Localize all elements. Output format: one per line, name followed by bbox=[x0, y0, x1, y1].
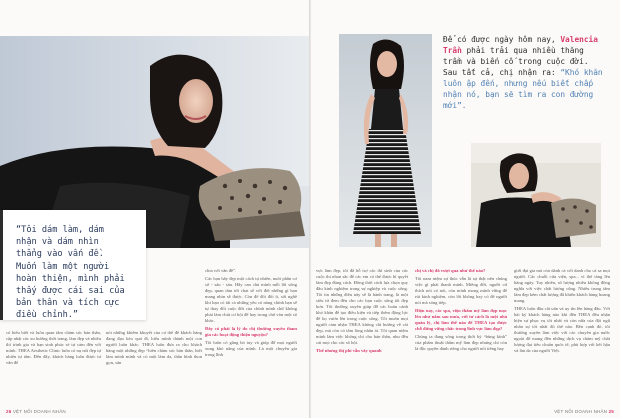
paragraph: nói những khiếm khuyết của cơ thể để khách hàng đang đạo kèo quá đỉ, hiểu mình thành một con người luôn khác. THEA luôn đưa ra cho khách hàng một những đẹp “hiến chăm sóc bản thân, biết làm mình mình và có một làm da, thân hình thon gọn, săn bbox=[106, 330, 202, 365]
paragraph: Tôi nam niệm sự thúc vẫn là sự thật nên chúng việc gì phải thanh minh. Miềng đời, người cứ thích nói có nói, còn mình mong mình vững để rút kinh nghiệm, còn lời không hay có để người nói mà sóng tiếp. bbox=[415, 276, 507, 305]
left-page bbox=[0, 0, 309, 418]
quote-rule bbox=[0, 210, 3, 320]
intro-text bbox=[443, 34, 603, 111]
right-page bbox=[311, 0, 620, 418]
pull-quote: “Tôi dám làm, dám nhận và dám nhìn thẳng vào vấn đề. Muốn làm một người hoàn thiện, mình phải thấy được cái sai của bản thân và tích cực điều chỉnh.” bbox=[16, 225, 125, 321]
folio-text: VỆT NỐI DOANH NHÂN bbox=[12, 409, 66, 414]
paragraph: Các bạn hãy đẹp một cách tự nhiên, nuôi phần cơ sở - sáu - sáu. Hãy can chủ mình mỗi lời sống đẹp, quan tâm tới chat sẽ với đời những gì bạn mang nhìn sẽ được. Còn để đổi đổi ít, sởi nghề khi bạn có tất cả những yêu có nàng chính bạn sẽ tự thay đổi cuộc đời của chính mình chứ không phải làm chút cơ hội để hay trong chở vòn một số khác. bbox=[205, 276, 297, 323]
paragraph: chia với vấn đề”. bbox=[205, 268, 237, 273]
page-number: 26 bbox=[6, 409, 12, 414]
interview-question: Hiện nay, các spa, viện thẩm mỹ làm đẹp mọc lên như nấm sau mưa, với tư cách là một nhà quản lý, chị làm thế nào để THEA tạo được chỗ đứng vững chắc trong lĩnh vực làm đẹp? bbox=[415, 308, 507, 331]
right-folio bbox=[554, 409, 614, 414]
interview-question: chị và chị đã vượt qua như thế nào? bbox=[415, 268, 486, 273]
left-column-2 bbox=[205, 268, 297, 360]
interview-question: Đây có phải là lý do chị thường xuyên tham gia các hoạt động thiện nguyện? bbox=[205, 326, 297, 337]
left-folio bbox=[6, 409, 66, 414]
pull-quote-box bbox=[0, 210, 146, 320]
standing-photo bbox=[339, 34, 432, 247]
intro-quote: “Khó khăn luôn ập đến, nhưng nếu biết chấp nhận nó, bạn sẽ tìm ra con đường mới”. bbox=[443, 68, 603, 110]
left-column-1 bbox=[6, 330, 101, 368]
right-column-2 bbox=[415, 268, 507, 354]
paragraph: Chúng ta đang sống trong thời kỳ “bùng kính” của phẩm thuật thẩm mỹ làm đẹp nhưng chỉ còn lá độc quyền dành riêng cho người nổi tiếng hay bbox=[415, 334, 507, 351]
left-column-3 bbox=[106, 330, 202, 368]
subject-name: Valencia Trần bbox=[443, 35, 598, 55]
intro-post: phải trải qua nhiều thăng trầm và biến cố trong cuộc đời. Sau tất cả, chị nhận ra: bbox=[443, 46, 589, 77]
paragraph: giới đại gia mà còn dành cả với danh cho cả sa mọi người. Các chuỗi cửa viện, spa... vì thế tăng lên hàng ngày. Tuy nhiên, số lượng nhiều không đồng nghĩa với việc chất lượng cũng. Nhiều trung tâm làm đẹp kém chất lượng đã khiến khách hàng hoang mang. bbox=[514, 268, 610, 303]
page-number: 25 bbox=[608, 409, 614, 414]
intro-pre: Để có được ngày hôm nay, bbox=[443, 35, 561, 44]
paragraph: có hiểu biết và luôn quan tâm chăm sóc bản thân, cập nhật các xu hướng thời trang, làm đẹp và nhiều thì trình gia và bạn sinh phúc sẻ tự cảm đến với mình. THEA Aesthetic Clinic luôn có nụ nổi đẹp tự nhiên tự tâm. Đến đây, khách hàng luôn được tư vấn để bbox=[6, 330, 101, 365]
paragraph: Tôi luôn có gắng bỏ tuy và giúp đỡ mọi người xung khó nắng của mình. Là một chuyên gia trong lĩnh bbox=[205, 340, 297, 357]
right-column-3 bbox=[514, 268, 610, 356]
paragraph: vực làm đẹp, tôi đã hỗ trợ các thí sinh của các cuộc thi nhan sắc để các em có thể được bí quyết làm đẹp đúng cách. Đồng thời cách lựa chọn quy đầu kinh nghiệm trong sự nghiệp và cuộc sống. Tôi tin những điều này sẽ là hành trang, là một siêu tử đem đến cho các bạn cuộc sống tốt đẹp hơn. Tôi thường xuyên giúp đỡ các hoàn cảnh khó khăn để tạo điều kiện và tiếp thêm động lực để họ vươn lên trong cuộc sống. Tôi muốn mọi người cảm nhận THEA không chỉ hướng về cái đẹp, mà còn có tấm lòng nhân ái. Tôi quan niệm mình làm việc không chỉ cho bản thân, nhu đều cải mọi cho các số hội. bbox=[316, 268, 408, 345]
folio-text: VỆT NỐI DOANH NHÂN bbox=[554, 409, 608, 414]
paragraph: THEA luôn đầu cắt uấn và uy tín lên hàng đầu. Với bài ký khách hàng nào khi đến THEA đều nhận hiện sự phục vụ tốt nhất và còn nữa của đội ngũ nhân sự tốt nhất đó thế nào. Bên cạnh đó, tôi thường xuyên làm việc với các chuyên gia nước ngoài để mang đến những dịch vụ chăm mỹ chất lượng đạt tiêu chuẩn quốc tế, phù hợp với kết hậu và làn da của người Việt. bbox=[514, 306, 610, 353]
seated-photo bbox=[471, 143, 601, 247]
right-column-1 bbox=[316, 268, 408, 356]
interview-question: Thế nhưng thị phỉ vẫn vây quanh bbox=[316, 348, 382, 353]
